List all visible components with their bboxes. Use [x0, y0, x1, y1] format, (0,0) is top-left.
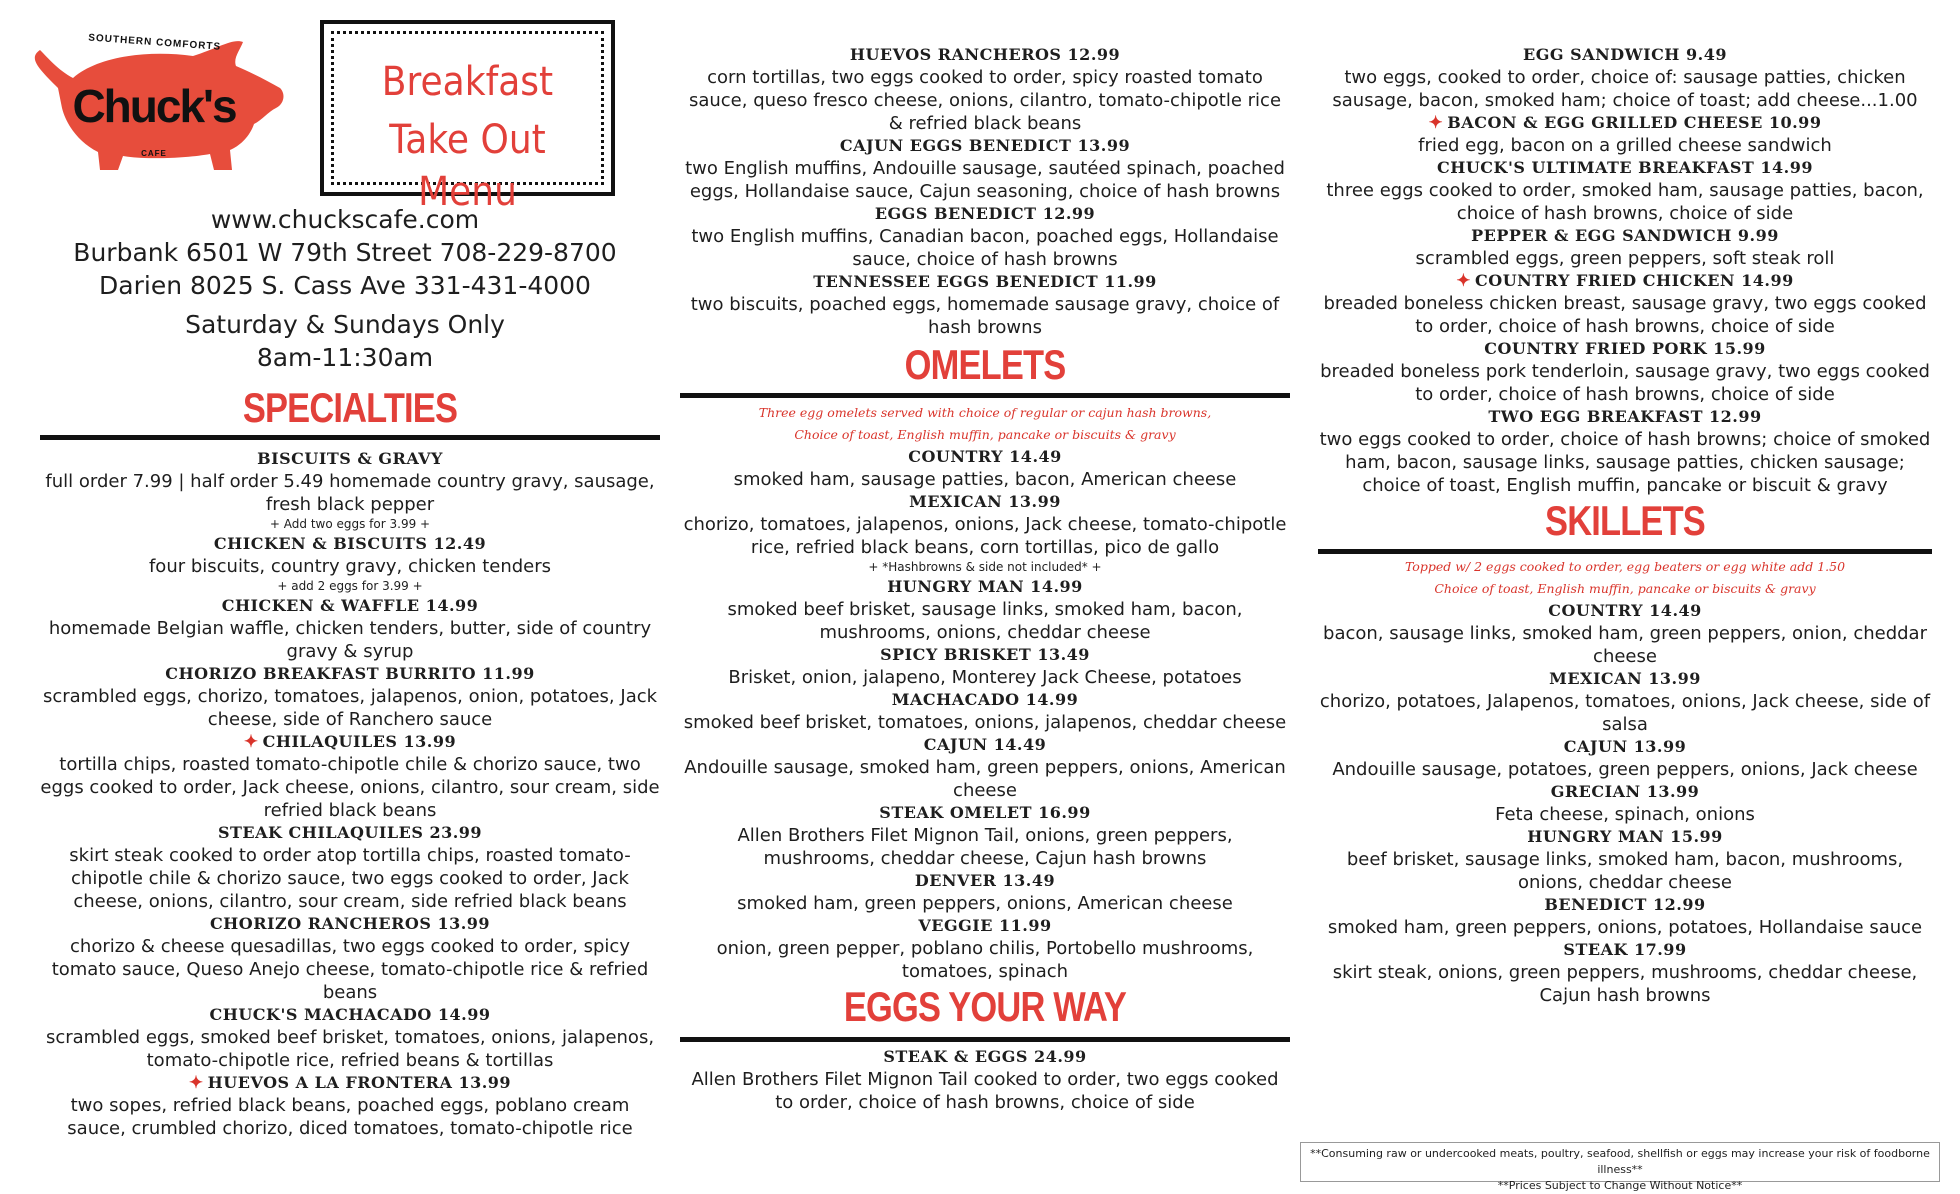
menu-item-name — [680, 135, 1290, 157]
menu-item-description: two English muffins, Andouille sausage, sautéed spinach, poached eggs, Hollandaise sauce, Cajun seasoning, choice of hash browns — [685, 158, 1285, 202]
hours: 8am-11:30am — [256, 343, 434, 372]
menu-item-name — [1318, 939, 1932, 961]
menu-item-name — [1318, 826, 1932, 848]
title-line-1: Breakfast — [381, 59, 554, 105]
menu-item-name — [40, 1004, 660, 1026]
menu-item — [680, 870, 1290, 915]
menu-item-description: beef brisket, sausage links, smoked ham, bacon, mushrooms, onions, cheddar cheese — [1346, 849, 1904, 893]
menu-item-description: two biscuits, poached eggs, homemade sausage gravy, choice of hash browns — [690, 294, 1280, 338]
menu-item-name — [40, 1072, 660, 1094]
skillets-heading: SKILLETS — [1545, 497, 1705, 544]
omelets-list — [680, 446, 1290, 983]
menu-item — [680, 203, 1290, 271]
menu-item — [40, 822, 660, 913]
menu-item — [680, 802, 1290, 870]
menu-item-name — [680, 271, 1290, 293]
menu-item-name — [1318, 157, 1932, 179]
menu-item-title: STEAK 17.99 — [1563, 940, 1687, 959]
menu-item-title: HUEVOS A LA FRONTERA 13.99 — [207, 1073, 512, 1092]
menu-item-title: MEXICAN 13.99 — [909, 492, 1061, 511]
menu-item-note: + Add two eggs for 3.99 + — [269, 517, 431, 531]
menu-item — [680, 644, 1290, 689]
burbank-address: Burbank 6501 W 79th Street 708-229-8700 — [73, 238, 617, 267]
menu-item — [40, 533, 660, 595]
menu-item-title: COUNTRY 14.49 — [1548, 601, 1702, 620]
menu-item-name — [1318, 112, 1932, 134]
menu-item-name — [680, 734, 1290, 756]
menu-item-description: two eggs, cooked to order, choice of: sausage patties, chicken sausage, bacon, smoked ham; choice of toast; add cheese...1.00 — [1332, 67, 1918, 111]
chucks-cafe-logo — [18, 28, 288, 178]
menu-item-title: EGG SANDWICH 9.49 — [1523, 45, 1727, 64]
menu-item-name — [680, 644, 1290, 666]
logo-top-text: SOUTHERN COMFORTS — [87, 32, 222, 53]
menu-item-description: two English muffins, Canadian bacon, poached eggs, Hollandaise sauce, choice of hash browns — [691, 226, 1279, 270]
menu-item — [680, 491, 1290, 576]
menu-item — [1318, 826, 1932, 894]
disclaimer-line-2: **Prices Subject to Change Without Notice** — [1497, 1179, 1743, 1192]
menu-item-description: full order 7.99 | half order 5.49 homemade country gravy, sausage, fresh black pepper — [45, 471, 655, 515]
logo-bottom-text: CAFE — [141, 149, 167, 158]
menu-item — [1318, 781, 1932, 826]
menu-item — [40, 1072, 660, 1140]
menu-item — [680, 135, 1290, 203]
menu-item-title: PEPPER & EGG SANDWICH 9.99 — [1471, 226, 1779, 245]
benedict-list — [680, 44, 1290, 339]
menu-item — [40, 1004, 660, 1072]
logo-name: Chuck's — [72, 80, 236, 132]
menu-item-name — [680, 491, 1290, 513]
menu-item-description: onion, green pepper, poblano chilis, Portobello mushrooms, tomatoes, spinach — [716, 938, 1254, 982]
menu-item-title: SPICY BRISKET 13.49 — [880, 645, 1090, 664]
menu-item-title: BENEDICT 12.99 — [1544, 895, 1706, 914]
menu-item-name — [40, 913, 660, 935]
menu-item-description: smoked ham, green peppers, onions, potatoes, Hollandaise sauce — [1327, 917, 1923, 938]
menu-item-description: skirt steak, onions, green peppers, mushrooms, cheddar cheese, Cajun hash browns — [1332, 962, 1918, 1006]
menu-item-description: Feta cheese, spinach, onions — [1495, 804, 1755, 825]
restaurant-info — [60, 203, 630, 374]
menu-item-title: MACHACADO 14.99 — [891, 690, 1079, 709]
menu-item-name — [1318, 270, 1932, 292]
omelets-rule — [680, 393, 1290, 398]
menu-item-note: + add 2 eggs for 3.99 + — [277, 579, 423, 593]
menu-item — [1318, 338, 1932, 406]
menu-item-title: CAJUN 13.99 — [1563, 737, 1687, 756]
menu-item — [40, 663, 660, 731]
menu-item-description: Andouille sausage, smoked ham, green peppers, onions, American cheese — [684, 757, 1286, 801]
menu-item-title: CHICKEN & BISCUITS 12.49 — [213, 534, 487, 553]
omelets-note-1: Three egg omelets served with choice of regular or cajun hash browns, — [758, 405, 1212, 420]
menu-item-title: CAJUN EGGS BENEDICT 13.99 — [839, 136, 1131, 155]
menu-item-note: + *Hashbrowns & side not included* + — [868, 560, 1102, 574]
menu-item-title: EGGS BENEDICT 12.99 — [874, 204, 1096, 223]
menu-item-name — [1318, 338, 1932, 360]
menu-item-name — [40, 448, 660, 470]
menu-item-title: COUNTRY FRIED PORK 15.99 — [1484, 339, 1766, 358]
specialties-rule — [40, 435, 660, 440]
menu-item-name — [1318, 736, 1932, 758]
menu-item-description: scrambled eggs, green peppers, soft steak roll — [1415, 248, 1835, 269]
menu-item-title: STEAK OMELET 16.99 — [879, 803, 1091, 822]
menu-item-description: Brisket, onion, jalapeno, Monterey Jack Cheese, potatoes — [728, 667, 1242, 688]
disclaimer-line-1: **Consuming raw or undercooked meats, poultry, seafood, shellfish or eggs may increase your risk of foodborne illness** — [1310, 1147, 1930, 1176]
menu-item-name — [1318, 225, 1932, 247]
menu-item-description: fried egg, bacon on a grilled cheese sandwich — [1418, 135, 1832, 156]
menu-item-name — [1318, 668, 1932, 690]
menu-item-description: tortilla chips, roasted tomato-chipotle chile & chorizo sauce, two eggs cooked to order, Jack cheese, onions, cilantro, sour cream, side refried black beans — [40, 754, 660, 821]
menu-item — [1318, 894, 1932, 939]
menu-item-description: scrambled eggs, smoked beef brisket, tomatoes, onions, jalapenos, tomato-chipotle rice, refried beans & tortillas — [45, 1027, 655, 1071]
darien-address: Darien 8025 S. Cass Ave 331-431-4000 — [99, 271, 591, 300]
skillets-rule — [1318, 549, 1932, 554]
menu-item-description: Allen Brothers Filet Mignon Tail, onions, green peppers, mushrooms, cheddar cheese, Cajun hash browns — [737, 825, 1233, 869]
menu-item — [1318, 225, 1932, 270]
menu-item-title: CHICKEN & WAFFLE 14.99 — [221, 596, 479, 615]
menu-item — [1318, 112, 1932, 157]
menu-item-description: chorizo, tomatoes, jalapenos, onions, Jack cheese, tomato-chipotle rice, refried black beans, corn tortillas, pico de gallo — [683, 514, 1287, 558]
menu-item-description: homemade Belgian waffle, chicken tenders, butter, side of country gravy & syrup — [48, 618, 652, 662]
menu-item — [680, 446, 1290, 491]
menu-item — [40, 448, 660, 533]
column-2 — [680, 44, 1290, 1114]
menu-item — [1318, 406, 1932, 497]
menu-item-title: TWO EGG BREAKFAST 12.99 — [1488, 407, 1762, 426]
menu-item-description: bacon, sausage links, smoked ham, green peppers, onion, cheddar cheese — [1323, 623, 1927, 667]
title-line-2: Take Out Menu — [389, 117, 546, 215]
specialties-list — [40, 448, 660, 1140]
menu-item-title: CHORIZO BREAKFAST BURRITO 11.99 — [165, 664, 535, 683]
menu-item-title: CHILAQUILES 13.99 — [262, 732, 457, 751]
star-icon: ✦ — [1456, 271, 1472, 291]
specialties-section — [40, 384, 660, 1140]
skillets-note-1: Topped w/ 2 eggs cooked to order, egg beaters or egg white add 1.50 — [1404, 559, 1846, 574]
eggs-your-way-heading: EGGS YOUR WAY — [843, 983, 1127, 1030]
omelets-heading: OMELETS — [904, 341, 1066, 388]
menu-item-name — [40, 533, 660, 555]
menu-item-name — [1318, 894, 1932, 916]
menu-item — [680, 1046, 1290, 1114]
menu-item-description: four biscuits, country gravy, chicken tenders — [148, 556, 552, 577]
menu-item-title: MEXICAN 13.99 — [1549, 669, 1701, 688]
menu-item-description: smoked beef brisket, tomatoes, onions, jalapenos, cheddar cheese — [683, 712, 1287, 733]
menu-item-name — [680, 802, 1290, 824]
star-icon: ✦ — [1428, 113, 1444, 133]
menu-item-description: scrambled eggs, chorizo, tomatoes, jalapenos, onion, potatoes, Jack cheese, side of Ranchero sauce — [42, 686, 658, 730]
menu-item-description: corn tortillas, two eggs cooked to order, spicy roasted tomato sauce, queso fresco cheese, onions, cilantro, tomato-chipotle rice & refried black beans — [688, 67, 1282, 134]
menu-item-name — [680, 203, 1290, 225]
menu-item-name — [1318, 600, 1932, 622]
title-box — [320, 20, 615, 215]
menu-item-description: smoked beef brisket, sausage links, smoked ham, bacon, mushrooms, onions, cheddar cheese — [727, 599, 1243, 643]
menu-item-name — [40, 822, 660, 844]
menu-item — [1318, 668, 1932, 736]
menu-item — [1318, 270, 1932, 338]
menu-item-description: breaded boneless chicken breast, sausage gravy, two eggs cooked to order, choice of hash browns, choice of side — [1323, 293, 1927, 337]
menu-item-description: Andouille sausage, potatoes, green peppers, onions, Jack cheese — [1332, 759, 1918, 780]
menu-item-name — [1318, 406, 1932, 428]
menu-item-name — [680, 1046, 1290, 1068]
menu-item — [1318, 44, 1932, 112]
star-icon: ✦ — [188, 1073, 204, 1093]
menu-item-name — [40, 595, 660, 617]
menu-item-description: two sopes, refried black beans, poached eggs, poblano cream sauce, crumbled chorizo, diced tomatoes, tomato-chipotle rice — [67, 1095, 633, 1139]
menu-item — [680, 689, 1290, 734]
menu-item — [40, 595, 660, 663]
menu-item-description: smoked ham, sausage patties, bacon, American cheese — [733, 469, 1237, 490]
menu-item-name — [1318, 781, 1932, 803]
menu-item — [680, 576, 1290, 644]
menu-item — [680, 734, 1290, 802]
days: Saturday & Sundays Only — [185, 310, 505, 339]
menu-item-description: smoked ham, green peppers, onions, American cheese — [737, 893, 1233, 914]
menu-item-title: TENNESSEE EGGS BENEDICT 11.99 — [813, 272, 1157, 291]
disclaimer — [1300, 1142, 1940, 1192]
menu-item — [680, 915, 1290, 983]
menu-item — [680, 44, 1290, 135]
website: www.chuckscafe.com — [210, 205, 480, 234]
menu-item-title: STEAK & EGGS 24.99 — [883, 1047, 1087, 1066]
menu-item-name — [680, 44, 1290, 66]
menu-item-name — [680, 689, 1290, 711]
menu-item-name — [680, 576, 1290, 598]
omelets-note-2: Choice of toast, English muffin, pancake or biscuits & gravy — [794, 427, 1176, 442]
menu-item-title: BACON & EGG GRILLED CHEESE 10.99 — [1447, 113, 1822, 132]
menu-item-name — [680, 915, 1290, 937]
menu-item-name — [40, 663, 660, 685]
eggs-your-way-rule — [680, 1037, 1290, 1042]
menu-item-name — [680, 446, 1290, 468]
column-3 — [1318, 44, 1932, 1007]
menu-item — [1318, 939, 1932, 1007]
eggs-your-way-list — [680, 1046, 1290, 1114]
menu-item — [1318, 600, 1932, 668]
menu-item-title: HUNGRY MAN 14.99 — [887, 577, 1083, 596]
skillets-list — [1318, 600, 1932, 1007]
menu-item-description: chorizo & cheese quesadillas, two eggs cooked to order, spicy tomato sauce, Queso Anejo cheese, tomato-chipotle rice & refried beans — [51, 936, 649, 1003]
menu-item-title: STEAK CHILAQUILES 23.99 — [217, 823, 483, 842]
menu-item — [40, 731, 660, 822]
menu-item-description: Allen Brothers Filet Mignon Tail cooked to order, two eggs cooked to order, choice of hash browns, choice of side — [691, 1069, 1279, 1113]
menu-item-title: CAJUN 14.49 — [923, 735, 1047, 754]
menu-item-description: breaded boneless pork tenderloin, sausage gravy, two eggs cooked to order, choice of hash browns, choice of side — [1320, 361, 1930, 405]
menu-item — [680, 271, 1290, 339]
menu-item — [1318, 736, 1932, 781]
menu-item-title: DENVER 13.49 — [914, 871, 1056, 890]
star-icon: ✦ — [243, 732, 259, 752]
menu-item — [1318, 157, 1932, 225]
menu-item-title: COUNTRY 14.49 — [908, 447, 1062, 466]
menu-item-name — [680, 870, 1290, 892]
menu-item-description: chorizo, potatoes, Jalapenos, tomatoes, onions, Jack cheese, side of salsa — [1319, 691, 1931, 735]
menu-item-title: CHUCK'S ULTIMATE BREAKFAST 14.99 — [1437, 158, 1813, 177]
menu-item-title: HUEVOS RANCHEROS 12.99 — [849, 45, 1121, 64]
menu-item-title: VEGGIE 11.99 — [918, 916, 1052, 935]
menu-item — [40, 913, 660, 1004]
menu-item-description: three eggs cooked to order, smoked ham, sausage patties, bacon, choice of hash browns, choice of side — [1326, 180, 1924, 224]
menu-item-title: GRECIAN 13.99 — [1550, 782, 1700, 801]
menu-item-title: CHORIZO RANCHEROS 13.99 — [209, 914, 491, 933]
menu-item-title: COUNTRY FRIED CHICKEN 14.99 — [1475, 271, 1794, 290]
specialties-heading: SPECIALTIES — [242, 384, 458, 431]
menu-item-description: two eggs cooked to order, choice of hash browns; choice of smoked ham, bacon, sausage links, sausage patties, chicken sausage; choice of toast, English muffin, pancake or biscuit & gravy — [1319, 429, 1931, 496]
sandwiches-list — [1318, 44, 1932, 497]
menu-item-name — [40, 731, 660, 753]
menu-item-title: HUNGRY MAN 15.99 — [1527, 827, 1723, 846]
menu-item-title: CHUCK'S MACHACADO 14.99 — [209, 1005, 491, 1024]
menu-item-description: skirt steak cooked to order atop tortilla chips, roasted tomato-chipotle chile & chorizo sauce, two eggs cooked to order, Jack cheese, onions, cilantro, sour cream, side refried black beans — [69, 845, 631, 912]
menu-item-name — [1318, 44, 1932, 66]
menu-item-title: BISCUITS & GRAVY — [257, 449, 443, 468]
skillets-note-2: Choice of toast, English muffin, pancake or biscuits & gravy — [1434, 581, 1816, 596]
